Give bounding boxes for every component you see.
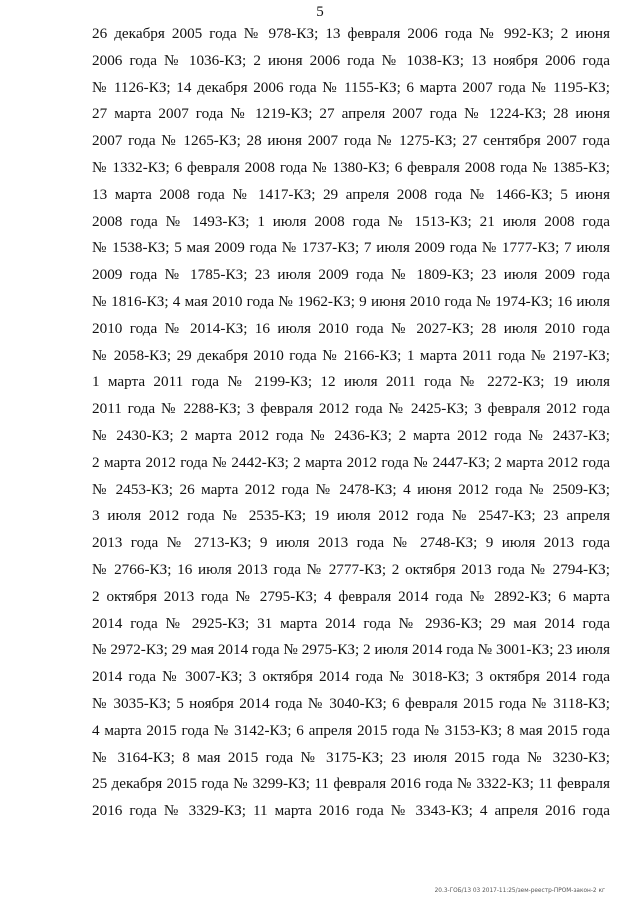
text-line: 25 декабря 2015 года № 3299-КЗ; 11 февраля 2016 года № 3322-КЗ; 11 февраля xyxy=(92,775,610,793)
page-number: 5 xyxy=(316,4,324,20)
text-line: 2013 года № 2713-КЗ; 9 июля 2013 года № 2748-КЗ; 9 июля 2013 года xyxy=(92,534,610,552)
text-line: 2 марта 2012 года № 2442-КЗ; 2 марта 2012 года № 2447-КЗ; 2 марта 2012 года xyxy=(92,453,610,471)
text-line: № 1126-КЗ; 14 декабря 2006 года № 1155-КЗ; 6 марта 2007 года № 1195-КЗ; xyxy=(92,78,610,96)
text-line: 2016 года № 3329-КЗ; 11 марта 2016 года № 3343-КЗ; 4 апреля 2016 года xyxy=(92,802,610,820)
text-line: № 2453-КЗ; 26 марта 2012 года № 2478-КЗ; 4 июня 2012 года № 2509-КЗ; xyxy=(92,480,610,498)
text-line: 2014 года № 2925-КЗ; 31 марта 2014 года № 2936-КЗ; 29 мая 2014 года xyxy=(92,614,610,632)
text-line: № 2058-КЗ; 29 декабря 2010 года № 2166-КЗ; 1 марта 2011 года № 2197-КЗ; xyxy=(92,346,610,364)
text-line: № 2972-КЗ; 29 мая 2014 года № 2975-КЗ; 2 июля 2014 года № 3001-КЗ; 23 июля xyxy=(92,641,610,659)
footer-stamp: 20.3-ГОБ/13 03 2017-11:25/зем-реестр-ПРОМ-закон-2 кг xyxy=(434,888,605,894)
text-line: 2010 года № 2014-КЗ; 16 июля 2010 года № 2027-КЗ; 28 июля 2010 года xyxy=(92,319,610,337)
body-text xyxy=(92,21,610,825)
text-line: 2009 года № 1785-КЗ; 23 июля 2009 года № 1809-КЗ; 23 июля 2009 года xyxy=(92,266,610,284)
text-line: 26 декабря 2005 года № 978-КЗ; 13 февраля 2006 года № 992-КЗ; 2 июня xyxy=(92,25,610,42)
text-line: № 1538-КЗ; 5 мая 2009 года № 1737-КЗ; 7 июля 2009 года № 1777-КЗ; 7 июля xyxy=(92,239,610,257)
text-line: № 1816-КЗ; 4 мая 2010 года № 1962-КЗ; 9 июня 2010 года № 1974-КЗ; 16 июля xyxy=(92,292,610,310)
text-line: № 3035-КЗ; 5 ноября 2014 года № 3040-КЗ; 6 февраля 2015 года № 3118-КЗ; xyxy=(92,694,610,712)
text-line: 27 марта 2007 года № 1219-КЗ; 27 апреля 2007 года № 1224-КЗ; 28 июня xyxy=(92,105,610,123)
text-line: № 1332-КЗ; 6 февраля 2008 года № 1380-КЗ; 6 февраля 2008 года № 1385-КЗ; xyxy=(92,158,610,176)
text-line: 13 марта 2008 года № 1417-КЗ; 29 апреля 2008 года № 1466-КЗ; 5 июня xyxy=(92,185,610,203)
text-line: 4 марта 2015 года № 3142-КЗ; 6 апреля 2015 года № 3153-КЗ; 8 мая 2015 года xyxy=(92,721,610,739)
text-line: 2 октября 2013 года № 2795-КЗ; 4 февраля 2014 года № 2892-КЗ; 6 марта xyxy=(92,587,610,605)
text-line: 2008 года № 1493-КЗ; 1 июля 2008 года № 1513-КЗ; 21 июля 2008 года xyxy=(92,212,610,230)
text-line: № 3164-КЗ; 8 мая 2015 года № 3175-КЗ; 23 июля 2015 года № 3230-КЗ; xyxy=(92,748,610,766)
text-line: 1 марта 2011 года № 2199-КЗ; 12 июля 2011 года № 2272-КЗ; 19 июля xyxy=(92,373,610,391)
text-line: 2014 года № 3007-КЗ; 3 октября 2014 года № 3018-КЗ; 3 октября 2014 года xyxy=(92,668,610,686)
text-line: 3 июля 2012 года № 2535-КЗ; 19 июля 2012 года № 2547-КЗ; 23 апреля xyxy=(92,507,610,525)
text-line: № 2430-КЗ; 2 марта 2012 года № 2436-КЗ; 2 марта 2012 года № 2437-КЗ; xyxy=(92,426,610,444)
text-line: № 2766-КЗ; 16 июля 2013 года № 2777-КЗ; 2 октября 2013 года № 2794-КЗ; xyxy=(92,560,610,578)
text-line: 2007 года № 1265-КЗ; 28 июня 2007 года № 1275-КЗ; 27 сентября 2007 года xyxy=(92,132,610,150)
text-line: 2011 года № 2288-КЗ; 3 февраля 2012 года № 2425-КЗ; 3 февраля 2012 года xyxy=(92,400,610,418)
text-line: 2006 года № 1036-КЗ; 2 июня 2006 года № 1038-КЗ; 13 ноября 2006 года xyxy=(92,51,610,69)
